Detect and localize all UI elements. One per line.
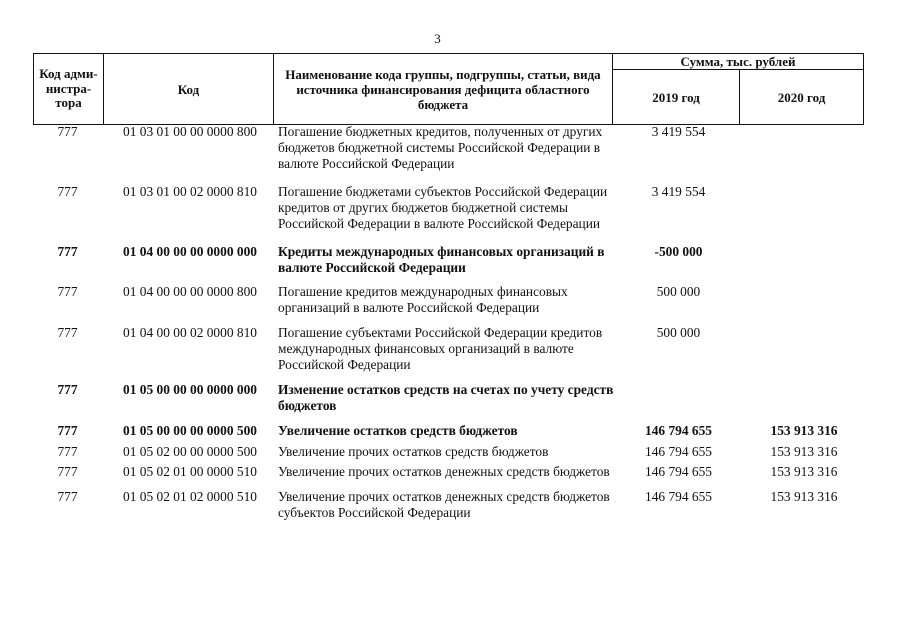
admin-code: 777 [57,325,78,340]
source-name: Погашение кредитов международных финансовых организаций в валюте Российской Федерации [278,284,568,315]
amount-2020 [742,124,866,172]
source-code: 01 04 00 00 02 0000 810 [123,325,257,340]
source-name: Увеличение прочих остатков денежных средств бюджетов [278,464,610,479]
admin-code: 777 [57,423,78,438]
source-code: 01 05 00 00 00 0000 000 [123,382,257,397]
amount-2020 [742,184,866,232]
table-row [33,464,863,480]
amount-2019: 3 419 554 [651,184,706,199]
amount-2020 [742,382,866,414]
admin-code: 777 [57,244,78,259]
amount-2019: 146 794 655 [645,489,712,504]
source-code: 01 05 00 00 00 0000 500 [123,423,257,438]
source-code: 01 04 00 00 00 0000 000 [123,244,257,259]
source-name: Погашение бюджетных кредитов, полученных от других бюджетов бюджетной системы Российской Федерации в валюте Российской Федерации [278,124,603,171]
table-row [33,382,863,414]
admin-code: 777 [57,382,78,397]
header-year-2020: 2020 год [740,70,864,125]
header-year-2019: 2019 год [613,70,740,125]
admin-code: 777 [57,184,78,199]
amount-2019: 146 794 655 [645,444,712,459]
source-name: Погашение бюджетами субъектов Российской Федерации кредитов от других бюджетов бюджетной системы Российской Федерации в валюте Российской Федерации [278,184,608,231]
source-name: Увеличение прочих остатков средств бюджетов [278,444,549,459]
source-code: 01 03 01 00 00 0000 800 [123,124,257,139]
table-row [33,325,863,373]
source-name: Увеличение прочих остатков денежных средств бюджетов субъектов Российской Федерации [278,489,610,520]
amount-2019: 500 000 [656,284,701,299]
admin-code: 777 [57,444,78,459]
source-code: 01 04 00 00 00 0000 800 [123,284,257,299]
table-row [33,184,863,232]
source-code: 01 03 01 00 02 0000 810 [123,184,257,199]
table-row [33,423,863,439]
amount-2019: -500 000 [654,244,703,259]
amount-2020: 153 913 316 [770,444,838,459]
admin-code: 777 [57,124,78,139]
amount-2019: 3 419 554 [651,124,706,139]
amount-2019: 146 794 655 [645,464,712,479]
table-row [33,244,863,276]
table-body [33,124,863,521]
source-code: 01 05 02 00 00 0000 500 [123,444,257,459]
header-sum: Сумма, тыс. рублей [613,54,864,70]
amount-2019: 500 000 [656,325,701,340]
admin-code: 777 [57,489,78,504]
amount-2020 [742,284,866,316]
amount-2020: 153 913 316 [770,423,838,438]
table-row [33,284,863,316]
amount-2019 [615,382,742,414]
header-code: Код [104,54,274,125]
table-row [33,124,863,172]
source-code: 01 05 02 01 02 0000 510 [123,489,257,504]
source-name: Погашение субъектами Российской Федерации кредитов международных финансовых организаций в валюте Российской Федерации [278,325,603,372]
amount-2020 [742,325,866,373]
admin-code: 777 [57,464,78,479]
amount-2020: 153 913 316 [770,464,838,479]
source-name: Кредиты международных финансовых организаций в валюте Российской Федерации [278,244,605,275]
amount-2019: 146 794 655 [645,423,712,438]
header-admin-code: Код адми-нистра-тора [34,54,104,125]
source-name: Изменение остатков средств на счетах по учету средств бюджетов [278,382,614,413]
table-header [33,53,864,125]
admin-code: 777 [57,284,78,299]
table-row [33,489,863,521]
amount-2020 [742,244,866,276]
header-name: Наименование кода группы, подгруппы, статьи, вида источника финансирования дефицита областного бюджета [274,54,613,125]
table-row [33,444,863,460]
amount-2020: 153 913 316 [770,489,838,504]
source-code: 01 05 02 01 00 0000 510 [123,464,257,479]
source-name: Увеличение остатков средств бюджетов [278,423,518,438]
page-number: 3 [434,31,441,46]
